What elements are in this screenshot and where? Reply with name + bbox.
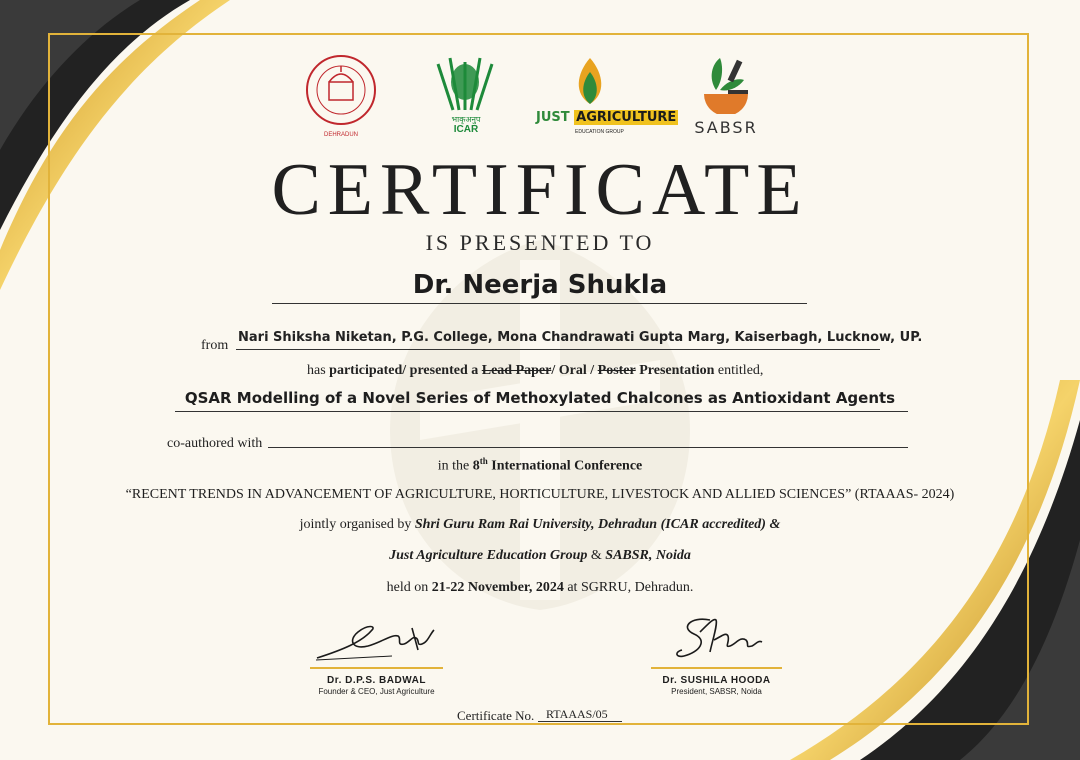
signatory-name-left: Dr. D.P.S. BADWAL: [327, 675, 426, 686]
recipient-underline: [272, 303, 807, 304]
conference-number: 8: [472, 458, 480, 474]
held-on-text: held on: [386, 580, 429, 595]
entitled-text: entitled,: [717, 363, 764, 378]
coauthored-label: co-authored with: [167, 436, 263, 451]
organisers-line-2: [0, 548, 1080, 564]
lead-paper-text: Lead Paper: [481, 363, 552, 378]
just-label: JUST: [536, 110, 570, 125]
sgrru-city-label: DEHRADUN: [323, 132, 358, 138]
organiser-university: Shri Guru Ram Rai University, Dehradun (ICAR accredited) &: [414, 517, 781, 532]
coauthor-underline: [268, 447, 908, 448]
paper-title: QSAR Modelling of a Novel Series of Methoxylated Chalcones as Antioxidant Agents: [184, 389, 896, 407]
paper-title-underline: [175, 411, 908, 412]
signature-badwal: [312, 620, 442, 664]
organisers-line-1: [0, 517, 1080, 533]
icar-hindi-label: भाकृअनुप: [451, 115, 481, 124]
oral-text: / Oral /: [551, 363, 595, 378]
conference-label: International Conference: [491, 458, 643, 474]
held-line: [0, 580, 1080, 596]
just-agriculture-logo: [570, 54, 610, 106]
presented-to-label: IS PRESENTED TO: [425, 230, 655, 255]
icar-logo: [432, 52, 498, 112]
just-agriculture-wordmark: [536, 110, 678, 125]
conference-line: [0, 456, 1080, 475]
signatory-role-left: Founder & CEO, Just Agriculture: [318, 687, 435, 696]
presentation-text: Presentation: [639, 363, 715, 378]
signature-line-left: [310, 667, 443, 669]
signatory-role-right: President, SABSR, Noida: [671, 687, 762, 696]
signatory-name-right: Dr. SUSHILA HOODA: [662, 675, 771, 686]
just-agriculture-sub: EDUCATION GROUP: [575, 129, 624, 135]
held-venue: at SGRRU, Dehradun.: [567, 580, 694, 595]
icar-label: ICAR: [453, 124, 479, 135]
signature-line-right: [651, 667, 782, 669]
from-label: from: [201, 338, 229, 353]
sabsr-logo: [698, 54, 754, 114]
conference-ordinal: th: [479, 456, 488, 466]
held-date: 21-22 November, 2024: [431, 580, 564, 595]
participation-line: [307, 363, 763, 379]
in-the-text: in the: [437, 458, 470, 474]
signature-hooda: [670, 612, 770, 664]
jointly-label: jointly organised by: [299, 517, 412, 532]
institution-name: Nari Shiksha Niketan, P.G. College, Mona Chandrawati Gupta Marg, Kaiserbagh, Lucknow, UP.: [238, 330, 923, 345]
participated-text: participated/ presented a: [329, 363, 479, 378]
watermark-logo: [360, 200, 720, 640]
sgrru-logo: [305, 52, 377, 132]
organiser-amp: &: [590, 548, 602, 563]
certificate-title: CERTIFICATE: [271, 149, 809, 231]
agriculture-label: AGRICULTURE: [576, 110, 677, 125]
logo-row: [0, 52, 1080, 142]
recipient-name: Dr. Neerja Shukla: [412, 270, 668, 300]
certificate-number-underline: [538, 721, 622, 722]
certificate-number: RTAAAS/05: [546, 707, 608, 721]
has-text: has: [307, 363, 326, 378]
certificate-number-label: Certificate No.: [457, 708, 535, 723]
poster-text: Poster: [597, 363, 636, 378]
institution-underline: [236, 349, 880, 350]
organiser-just-agriculture: Just Agriculture Education Group: [389, 548, 588, 563]
conference-name: “RECENT TRENDS IN ADVANCEMENT OF AGRICULTURE, HORTICULTURE, LIVESTOCK AND ALLIED SCIENCES” (RTAAAS- 2024): [125, 487, 955, 502]
sabsr-label: SABSR: [694, 118, 758, 137]
organiser-sabsr: SABSR, Noida: [605, 548, 691, 563]
